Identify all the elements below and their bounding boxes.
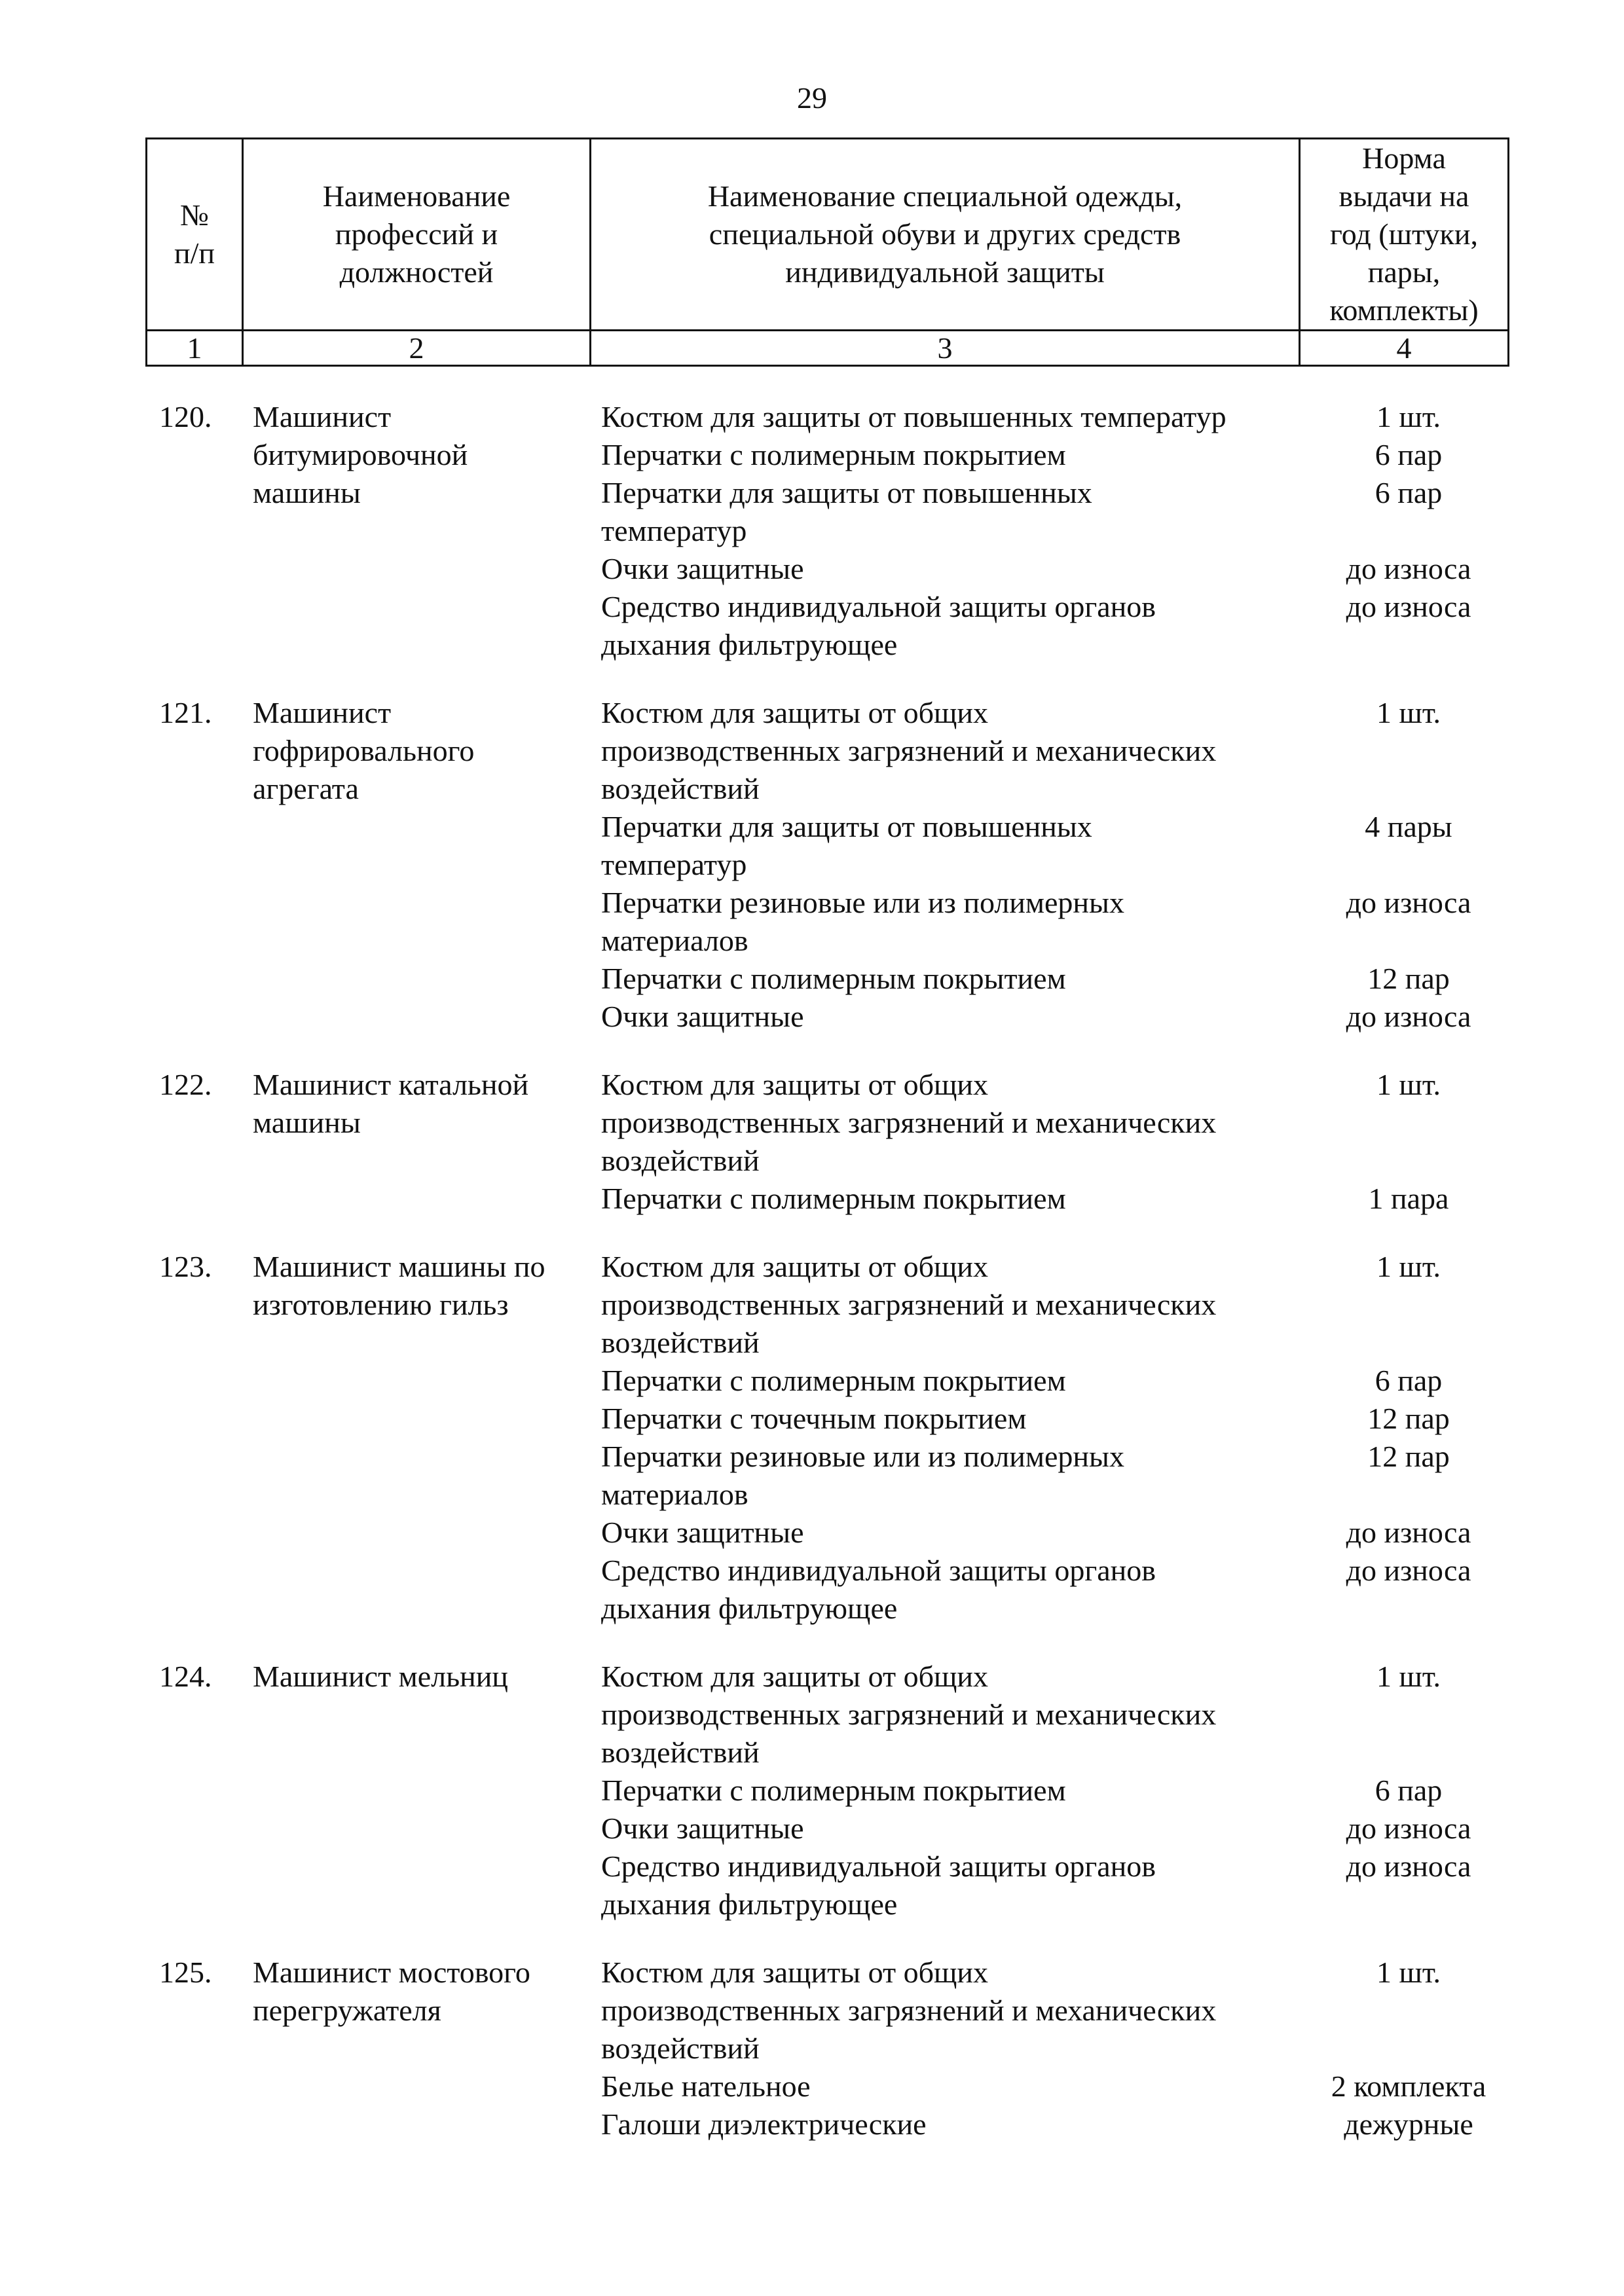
issue-norm: до износа bbox=[1346, 886, 1471, 919]
profession-name: Машинист машины по изготовлению гильз bbox=[253, 1250, 545, 1321]
issue-norm: 6 пар bbox=[1375, 438, 1443, 471]
issue-norm: 12 пар bbox=[1367, 1440, 1450, 1473]
list-item bbox=[601, 1066, 1544, 1180]
equipment-name: Костюм для защиты от общих производственных загрязнений и механических воздействий bbox=[601, 1956, 1217, 2065]
equipment-name: Галоши диэлектрические bbox=[601, 2107, 927, 2141]
header-col-number: № п/п bbox=[174, 198, 215, 270]
issue-norm: 1 шт. bbox=[1376, 696, 1441, 729]
issue-norm: 1 шт. bbox=[1376, 400, 1441, 433]
issue-norm: 1 шт. bbox=[1376, 1956, 1441, 1989]
list-item bbox=[601, 474, 1544, 550]
issue-norm: 1 шт. bbox=[1376, 1068, 1441, 1101]
list-item bbox=[601, 1810, 1544, 1848]
equipment-list bbox=[601, 398, 1544, 664]
table-row bbox=[0, 1248, 1624, 1628]
list-item bbox=[601, 2105, 1544, 2143]
issue-norm: 1 шт. bbox=[1376, 1250, 1441, 1283]
equipment-name: Перчатки резиновые или из полимерных материалов bbox=[601, 886, 1124, 957]
table-row bbox=[0, 398, 1624, 664]
header-index-2: 2 bbox=[409, 331, 424, 365]
list-item bbox=[601, 2068, 1544, 2105]
header-index-1: 1 bbox=[187, 331, 202, 365]
equipment-name: Перчатки с полимерным покрытием bbox=[601, 438, 1066, 471]
list-item bbox=[601, 550, 1544, 588]
list-item bbox=[601, 1362, 1544, 1400]
row-number: 120. bbox=[159, 400, 212, 433]
issue-norm: до износа bbox=[1346, 1850, 1471, 1883]
equipment-name: Костюм для защиты от общих производственных загрязнений и механических воздействий bbox=[601, 1250, 1217, 1359]
list-item bbox=[601, 1248, 1544, 1362]
equipment-name: Белье нательное bbox=[601, 2069, 811, 2103]
equipment-name: Очки защитные bbox=[601, 1000, 804, 1033]
issue-norm: 6 пар bbox=[1375, 1774, 1443, 1807]
list-item bbox=[601, 884, 1544, 960]
profession-name: Машинист мельниц bbox=[253, 1660, 508, 1693]
list-item bbox=[601, 694, 1544, 808]
issue-norm: дежурные bbox=[1344, 2107, 1473, 2141]
equipment-name: Очки защитные bbox=[601, 1516, 804, 1549]
profession-name: Машинист мостового перегружателя bbox=[253, 1956, 530, 2027]
list-item bbox=[601, 1400, 1544, 1438]
equipment-list bbox=[601, 694, 1544, 1036]
table-row bbox=[0, 1954, 1624, 2143]
issue-norm: до износа bbox=[1346, 1516, 1471, 1549]
equipment-name: Перчатки с точечным покрытием bbox=[601, 1402, 1027, 1435]
list-item bbox=[601, 398, 1544, 436]
table-row bbox=[0, 694, 1624, 1036]
list-item bbox=[601, 1658, 1544, 1772]
table-row bbox=[0, 1658, 1624, 1923]
equipment-name: Перчатки для защиты от повышенных температур bbox=[601, 810, 1092, 881]
equipment-name: Костюм для защиты от повышенных температур bbox=[601, 400, 1227, 433]
row-number: 122. bbox=[159, 1068, 212, 1101]
page-number: 29 bbox=[797, 81, 827, 115]
list-item bbox=[601, 1954, 1544, 2068]
equipment-name: Перчатки с полимерным покрытием bbox=[601, 962, 1066, 995]
entries-list bbox=[0, 398, 1624, 2174]
equipment-name: Перчатки с полимерным покрытием bbox=[601, 1364, 1066, 1397]
header-col-norm: Норма выдачи на год (штуки, пары, комплекты) bbox=[1329, 141, 1479, 327]
header-col-equipment: Наименование специальной одежды, специальной обуви и других средств индивидуальной защиты bbox=[707, 179, 1183, 289]
issue-norm: 12 пар bbox=[1367, 1402, 1450, 1435]
equipment-list bbox=[601, 1066, 1544, 1218]
header-col-profession: Наименование профессий и должностей bbox=[322, 179, 511, 289]
equipment-name: Очки защитные bbox=[601, 552, 804, 585]
list-item bbox=[601, 960, 1544, 998]
equipment-name: Средство индивидуальной защиты органов дыхания фильтрующее bbox=[601, 1554, 1156, 1625]
equipment-list bbox=[601, 1658, 1544, 1923]
equipment-name: Перчатки с полимерным покрытием bbox=[601, 1182, 1066, 1215]
list-item bbox=[601, 1772, 1544, 1810]
issue-norm: 1 пара bbox=[1368, 1182, 1449, 1215]
equipment-name: Средство индивидуальной защиты органов дыхания фильтрующее bbox=[601, 590, 1156, 661]
equipment-name: Перчатки резиновые или из полимерных материалов bbox=[601, 1440, 1124, 1511]
table-header bbox=[145, 137, 1509, 367]
issue-norm: 6 пар bbox=[1375, 1364, 1443, 1397]
list-item bbox=[601, 808, 1544, 884]
issue-norm: до износа bbox=[1346, 1554, 1471, 1587]
row-number: 124. bbox=[159, 1660, 212, 1693]
issue-norm: 1 шт. bbox=[1376, 1660, 1441, 1693]
equipment-name: Костюм для защиты от общих производственных загрязнений и механических воздействий bbox=[601, 1660, 1217, 1769]
issue-norm: до износа bbox=[1346, 1812, 1471, 1845]
profession-name: Машинист гофрировального агрегата bbox=[253, 696, 475, 805]
profession-name: Машинист битумировочной машины bbox=[253, 400, 468, 509]
equipment-list bbox=[601, 1248, 1544, 1628]
row-number: 125. bbox=[159, 1956, 212, 1989]
profession-name: Машинист катальной машины bbox=[253, 1068, 529, 1139]
list-item bbox=[601, 588, 1544, 664]
header-index-4: 4 bbox=[1396, 331, 1412, 365]
table-row bbox=[0, 1066, 1624, 1218]
issue-norm: 2 комплекта bbox=[1331, 2069, 1486, 2103]
header-index-3: 3 bbox=[937, 331, 953, 365]
equipment-name: Перчатки с полимерным покрытием bbox=[601, 1774, 1066, 1807]
equipment-name: Костюм для защиты от общих производственных загрязнений и механических воздействий bbox=[601, 696, 1217, 805]
issue-norm: до износа bbox=[1346, 590, 1471, 623]
row-number: 123. bbox=[159, 1250, 212, 1283]
list-item bbox=[601, 1552, 1544, 1628]
row-number: 121. bbox=[159, 696, 212, 729]
equipment-name: Средство индивидуальной защиты органов дыхания фильтрующее bbox=[601, 1850, 1156, 1921]
list-item bbox=[601, 1180, 1544, 1218]
issue-norm: 4 пары bbox=[1365, 810, 1452, 843]
list-item bbox=[601, 436, 1544, 474]
list-item bbox=[601, 1514, 1544, 1552]
equipment-list bbox=[601, 1954, 1544, 2143]
issue-norm: 12 пар bbox=[1367, 962, 1450, 995]
list-item bbox=[601, 1848, 1544, 1923]
equipment-name: Перчатки для защиты от повышенных температур bbox=[601, 476, 1092, 547]
issue-norm: до износа bbox=[1346, 1000, 1471, 1033]
list-item bbox=[601, 998, 1544, 1036]
equipment-name: Костюм для защиты от общих производственных загрязнений и механических воздействий bbox=[601, 1068, 1217, 1177]
issue-norm: до износа bbox=[1346, 552, 1471, 585]
issue-norm: 6 пар bbox=[1375, 476, 1443, 509]
list-item bbox=[601, 1438, 1544, 1514]
equipment-name: Очки защитные bbox=[601, 1812, 804, 1845]
